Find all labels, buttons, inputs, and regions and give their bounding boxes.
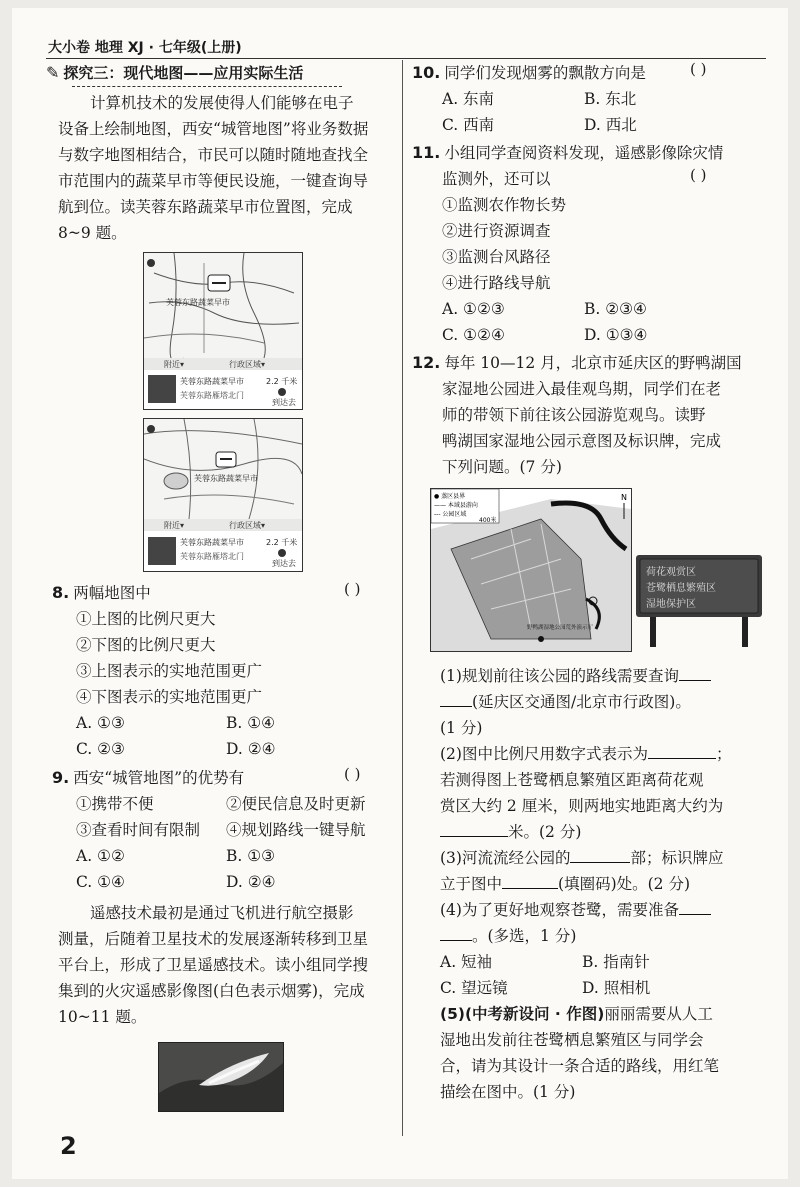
pen-icon: ✎ xyxy=(46,63,60,82)
section-title-text: 探究三：现代地图——应用实际生活 xyxy=(63,64,304,82)
question-11: 11. 小组同学查阅资料发现，遥感影像除灾情 监测外，还可以 ( ) ①监测农作物长势 ②进行资源调查 ③监测台风路径 ④进行路线导航 A. ①②③ B. ②③④ C. ①②④ D. ①③④ xyxy=(412,143,724,344)
map-bottom-go[interactable]: 到达去 xyxy=(272,559,296,568)
answer-paren[interactable]: ( ) xyxy=(344,580,361,598)
map-bottom-drawing xyxy=(144,419,302,571)
answer-blank[interactable] xyxy=(440,820,508,837)
north-arrow-icon: N xyxy=(621,493,627,502)
park-signboard xyxy=(636,555,762,647)
map-top-drawing xyxy=(144,253,302,409)
intro-paragraph: 计算机技术的发展使得人们能够在电子 设备上绘制地图，西安“城管地图”将业务数据 与数字地图相结合，市民可以随时随地查找全 市范围内的蔬菜早市等便民设施，一键查询导 航到位。读芙蓉东路蔬菜早市位置图，完成 8~9 题。 xyxy=(58,94,369,242)
navigate-icon[interactable] xyxy=(278,549,286,557)
answer-blank[interactable] xyxy=(440,924,472,941)
column-divider xyxy=(402,60,403,1136)
map-bottom-nearby[interactable]: 附近▾ xyxy=(164,521,185,530)
question-12-subquestions: (1)规划前往该公园的路线需要查询 (延庆区交通图/北京市行政图)。 (1 分) (2)图中比例尺用数字式表示为 ； 若测得图上苍鹭栖息繁殖区距离荷花观 赏区大约 2 厘米，则两地实地距离大约为 米。(2 分) (3)河流流经公园的 部；标识牌应 立于图中 (填圈码)处。(2 分) (4)为了更好地观察苍鹭，需要准备 。(多选，1 分) A. 短袖 B. 指南针 C. 望远镜 D. 照相机 (5)(中考新设问 · 作图)丽丽需要从人工 湿地出发前往苍鹭栖息繁殖区与同学会 合，请为其设计一条合适的路线，用红笔 描绘在图中。(1 分) xyxy=(440,663,758,1105)
map-top-district[interactable]: 行政区域▾ xyxy=(229,360,266,369)
map-top xyxy=(143,252,303,410)
wetland-map-drawing xyxy=(431,489,631,651)
question-8: 8. 两幅地图中 ( ) ①上图的比例尺更大 ②下图的比例尺更大 ③上图表示的实地范围更广 ④下图表示的实地范围更广 A. ①③ B. ①④ C. ②③ D. ②④ xyxy=(52,580,361,758)
map-bottom-card-title: 芙蓉东路蔬菜早市 xyxy=(180,538,244,547)
page-number: 2 xyxy=(60,1132,77,1160)
remote-sensing-paragraph: 遥感技术最初是通过飞机进行航空摄影 测量，后随着卫星技术的发展逐渐转移到卫星 平台上，形成了卫星遥感技术。读小组同学搜 集到的火灾遥感影像图(白色表示烟雾)，完成 10~11 题。 xyxy=(58,904,369,1026)
legend-item: —— 本域县游向 xyxy=(434,502,478,509)
sign-line: 湿地保护区 xyxy=(646,599,696,610)
wetland-park-map xyxy=(430,488,632,652)
map-top-nearby[interactable]: 附近▾ xyxy=(164,360,185,369)
legend-item: ● 蒸区县界 xyxy=(434,493,466,500)
map-bottom-district[interactable]: 行政区域▾ xyxy=(229,521,266,530)
answer-blank[interactable] xyxy=(679,898,711,915)
book-header: 大小卷 地理 XJ · 七年级(上册) xyxy=(48,40,242,56)
answer-blank[interactable] xyxy=(679,664,711,681)
answer-blank[interactable] xyxy=(440,690,472,707)
map-bottom-distance: 2.2 千米 xyxy=(266,538,298,547)
satellite-fire-image xyxy=(158,1042,284,1112)
map-scale: 400米 xyxy=(479,517,497,524)
legend-item: --- 公园区域 xyxy=(434,511,467,518)
map-top-card-sub: 芙蓉东路雁塔北门 xyxy=(180,391,244,400)
map-top-label: 芙蓉东路蔬菜早市 xyxy=(166,298,230,307)
map-bottom-card-sub: 芙蓉东路雁塔北门 xyxy=(180,552,244,561)
answer-blank[interactable] xyxy=(570,846,630,863)
map-bottom-label: 芙蓉东路蔬菜早市 xyxy=(194,474,258,483)
map-top-go[interactable]: 到达去 xyxy=(272,398,296,407)
map-bottom xyxy=(143,418,303,572)
sign-line: 苍鹭栖息繁殖区 xyxy=(646,583,716,594)
question-10: 10. 同学们发现烟雾的飘散方向是 ( ) A. 东南 B. 东北 C. 西南 D. 西北 xyxy=(412,60,707,134)
sign-line: 荷花观赏区 xyxy=(646,567,696,578)
answer-blank[interactable] xyxy=(648,742,716,759)
title-underline xyxy=(72,82,342,87)
answer-paren[interactable]: ( ) xyxy=(690,60,707,78)
answer-paren[interactable]: ( ) xyxy=(690,166,707,184)
map-top-card-title: 芙蓉东路蔬菜早市 xyxy=(180,377,244,386)
map-note: 野鸭湖湿地公园荒外演示厅 xyxy=(527,625,594,631)
section-title xyxy=(46,62,303,83)
header-rule xyxy=(46,58,766,59)
navigate-icon[interactable] xyxy=(278,388,286,396)
answer-paren[interactable]: ( ) xyxy=(344,765,361,783)
question-9: 9. 西安“城管地图”的优势有 ( ) ①携带不便 ②便民信息及时更新 ③查看时间有限制 ④规划路线一键导航 A. ①② B. ①③ C. ①④ D. ②④ xyxy=(52,765,366,891)
answer-blank[interactable] xyxy=(502,872,558,889)
map-top-distance: 2.2 千米 xyxy=(266,377,298,386)
question-12-stem: 12. 每年 10—12 月，北京市延庆区的野鸭湖国 家湿地公园进入最佳观鸟期，同学们在老 师的带领下前往该公园游览观鸟。读野 鸭湖国家湿地公园示意图及标识牌，完成 下列问题。(7 分) xyxy=(412,353,742,476)
